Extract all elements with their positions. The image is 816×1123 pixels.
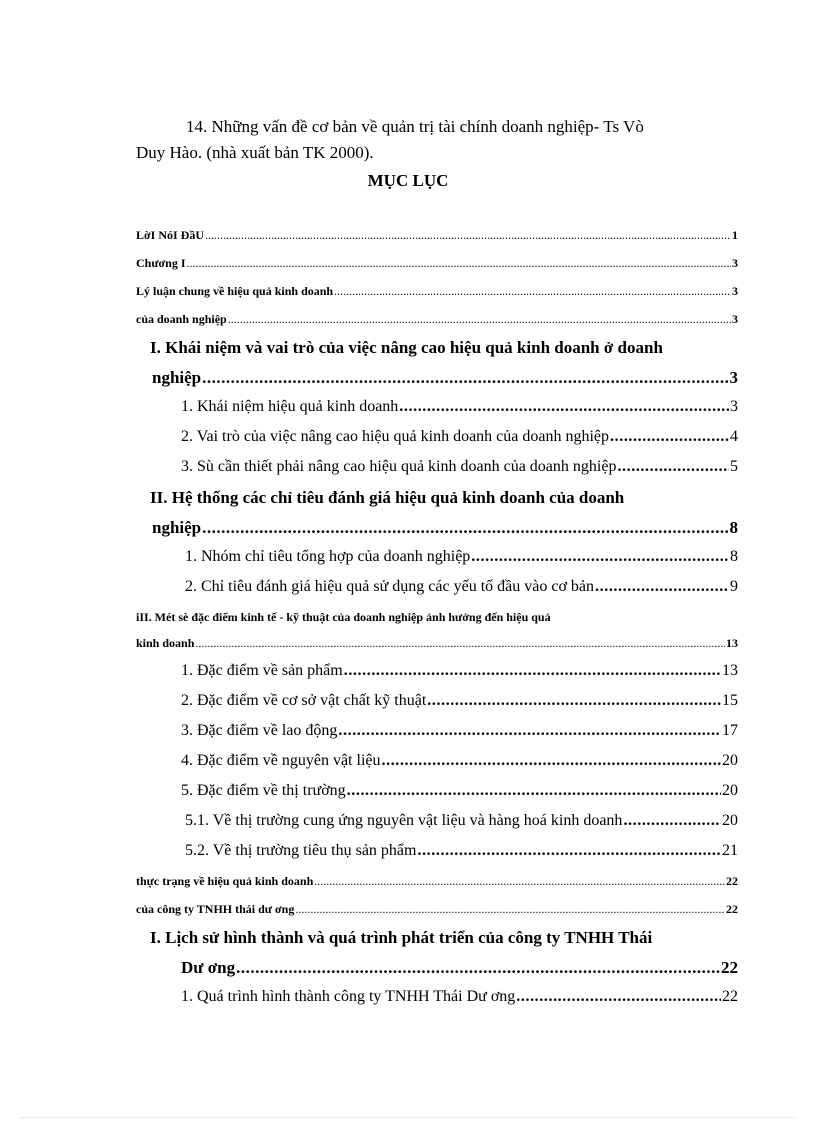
toc-entry[interactable]: [185, 578, 738, 596]
toc-entry[interactable]: [181, 752, 738, 770]
toc-entry-page: 15: [722, 692, 738, 709]
toc-entry[interactable]: [181, 692, 738, 710]
toc-section-heading[interactable]: I. Lịch sử hình thành và quá trình phát triển của công ty TNHH Thái: [150, 928, 653, 947]
toc-entry-label: nghiệp: [152, 368, 202, 387]
toc-entry[interactable]: [136, 228, 738, 243]
toc-entry-page: 3: [730, 398, 738, 415]
toc-entry-label: của công ty TNHH thái dư ơng: [136, 902, 295, 916]
toc-entry-label: 4. Đặc điểm về nguyên vật liệu: [181, 752, 381, 769]
toc-leader: [195, 636, 725, 651]
toc-entry[interactable]: [181, 458, 738, 476]
toc-entry-page: 8: [730, 548, 738, 565]
reference-line-2: Duy Hào. (nhà xuất bản TK 2000).: [136, 143, 374, 162]
toc-entry-page: 22: [726, 874, 738, 888]
toc-leader: [399, 398, 729, 416]
toc-entry[interactable]: [181, 988, 738, 1006]
toc-entry-page: 22: [722, 988, 738, 1005]
toc-entry[interactable]: [136, 312, 738, 327]
toc-leader: [516, 988, 721, 1006]
toc-leader: [202, 368, 728, 388]
toc-entry-label: 2. Vai trò của việc nâng cao hiệu quả kinh doanh của doanh nghiệp: [181, 428, 610, 445]
toc-entry[interactable]: [181, 428, 738, 446]
toc-entry-label: Dư ơng: [181, 958, 236, 977]
toc-entry[interactable]: [181, 782, 738, 800]
toc-entry-label: Lý luận chung về hiệu quả kinh doanh: [136, 284, 334, 298]
toc-entry-label: 5.2. Về thị trường tiêu thụ sản phẩm: [185, 842, 417, 859]
toc-section-heading[interactable]: iII. Mét sè đặc điểm kinh tế - kỹ thuật của doanh nghiệp ảnh hưởng đến hiệu quả: [136, 610, 551, 624]
toc-entry-page: 3: [732, 284, 738, 298]
toc-entry[interactable]: [136, 256, 738, 271]
toc-leader: [417, 842, 721, 860]
toc-entry-page: 3: [729, 368, 738, 387]
toc-entry-label: 1. Nhóm chỉ tiêu tổng hợp của doanh nghiệp: [185, 548, 471, 565]
toc-entry[interactable]: [181, 722, 738, 740]
toc-entry[interactable]: [185, 548, 738, 566]
toc-leader: [205, 228, 731, 243]
toc-leader: [202, 518, 728, 538]
toc-leader: [471, 548, 729, 566]
toc-entry-page: 3: [732, 312, 738, 326]
toc-section-heading[interactable]: I. Khái niệm và vai trò của việc nâng cao hiệu quả kinh doanh ở doanh: [150, 338, 663, 357]
toc-leader: [295, 902, 725, 917]
toc-entry[interactable]: [181, 958, 738, 978]
toc-entry[interactable]: [181, 662, 738, 680]
toc-entry-label: kinh doanh: [136, 636, 195, 650]
toc-entry-label: 5. Đặc điểm về thị trường: [181, 782, 346, 799]
toc-leader: [382, 752, 722, 770]
toc-entry-label: nghiệp: [152, 518, 202, 537]
toc-entry-page: 5: [730, 458, 738, 475]
toc-entry-label: 1. Khái niệm hiệu quả kinh doanh: [181, 398, 399, 415]
reference-line-1: 14. Những vấn đề cơ bản về quản trị tài chính doanh nghiệp- Ts Vò: [186, 117, 644, 136]
toc-entry-page: 13: [722, 662, 738, 679]
toc-entry-label: 2. Đặc điểm về cơ sở vật chất kỹ thuật: [181, 692, 427, 709]
toc-leader: [344, 662, 721, 680]
toc-entry-page: 22: [726, 902, 738, 916]
toc-leader: [610, 428, 729, 446]
toc-entry[interactable]: [136, 902, 738, 917]
toc-entry[interactable]: [136, 636, 738, 651]
toc-entry-label: 1. Quá trình hình thành công ty TNHH Thái Dư ơng: [181, 988, 516, 1005]
page-title: MỤC LỤC: [367, 171, 449, 190]
toc-section-heading[interactable]: II. Hệ thống các chỉ tiêu đánh giá hiệu quả kinh doanh của doanh: [150, 488, 625, 507]
toc-leader: [334, 284, 731, 299]
toc-entry[interactable]: [185, 812, 738, 830]
toc-entry-page: 17: [722, 722, 738, 739]
toc-entry-label: 3. Sù cần thiết phải nâng cao hiệu quả kinh doanh của doanh nghiệp: [181, 458, 617, 475]
toc-entry-page: 13: [726, 636, 738, 650]
toc-leader: [228, 312, 731, 327]
toc-entry[interactable]: [152, 368, 738, 388]
toc-leader: [236, 958, 720, 978]
toc-entry-label: 2. Chỉ tiêu đánh giá hiệu quả sử dụng các yếu tố đầu vào cơ bản: [185, 578, 595, 595]
toc-leader: [338, 722, 721, 740]
toc-entry[interactable]: [136, 874, 738, 889]
toc-entry-page: 4: [730, 428, 738, 445]
reference-entry: [136, 114, 740, 166]
toc-leader: [347, 782, 721, 800]
toc-leader: [595, 578, 729, 596]
page-bottom-divider: [20, 1117, 796, 1118]
toc-entry-label: 5.1. Về thị trường cung ứng nguyên vật liệu và hàng hoá kinh doanh: [185, 812, 623, 829]
toc-entry[interactable]: [181, 398, 738, 416]
toc-entry[interactable]: [185, 842, 738, 860]
toc-entry-page: 1: [732, 228, 738, 242]
toc-leader: [314, 874, 725, 889]
toc-entry-page: 21: [722, 842, 738, 859]
toc-entry-label: của doanh nghiệp: [136, 312, 227, 326]
toc-leader: [623, 812, 721, 830]
toc-entry-page: 8: [729, 518, 738, 537]
toc-entry-page: 3: [732, 256, 738, 270]
toc-entry-page: 20: [722, 752, 738, 769]
toc-entry-label: 1. Đặc điểm về sản phẩm: [181, 662, 343, 679]
toc-leader: [617, 458, 729, 476]
toc-entry-page: 20: [722, 812, 738, 829]
toc-entry-page: 22: [721, 958, 738, 977]
toc-entry-label: LờI NóI ĐầU: [136, 228, 204, 242]
toc-entry[interactable]: [136, 284, 738, 299]
toc-entry-label: 3. Đặc điểm về lao động: [181, 722, 338, 739]
toc-entry-page: 9: [730, 578, 738, 595]
toc-entry[interactable]: [152, 518, 738, 538]
toc-leader: [427, 692, 721, 710]
toc-entry-label: Chương I: [136, 256, 186, 270]
toc-entry-label: thực trạng về hiệu quả kinh doanh: [136, 874, 314, 888]
toc-entry-page: 20: [722, 782, 738, 799]
toc-leader: [187, 256, 731, 271]
